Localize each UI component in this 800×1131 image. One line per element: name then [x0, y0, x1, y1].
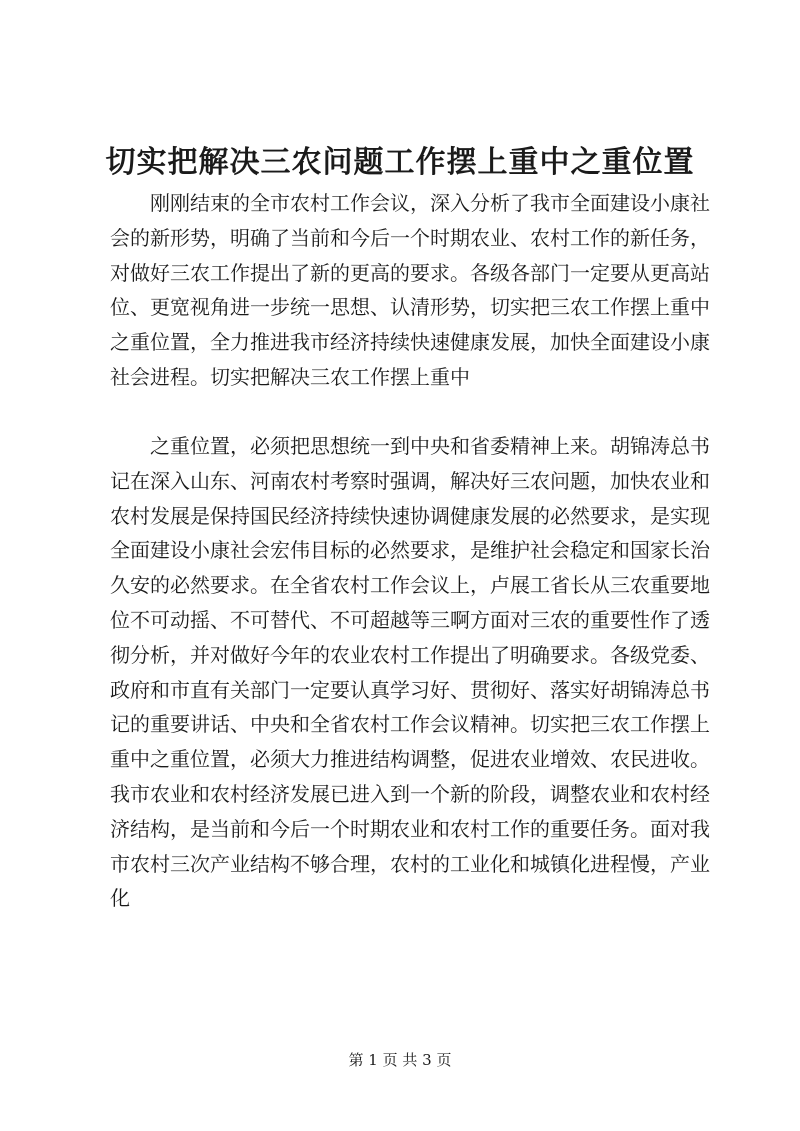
paragraph-1: 刚刚结束的全市农村工作会议，深入分析了我市全面建设小康社会的新形势，明确了当前和今后一个时期农业、农村工作的新任务，对做好三农工作提出了新的更高的要求。各级各部门一定要从更高站位、更宽视角进一步统一思想、认清形势，切实把三农工作摆上重中之重位置，全力推进我市经济持续快速健康发展，加快全面建设小康社会进程。切实把解决三农工作摆上重中	[110, 191, 710, 389]
document-title: 切实把解决三农问题工作摆上重中之重位置	[105, 145, 695, 180]
paragraph-2: 之重位置，必须把思想统一到中央和省委精神上来。胡锦涛总书记在深入山东、河南农村考察时强调，解决好三农问题，加快农业和农村发展是保持国民经济持续快速协调健康发展的必然要求，是实现全面建设小康社会宏伟目标的必然要求，是维护社会稳定和国家长治久安的必然要求。在全省农村工作会议上，卢展工省长从三农重要地位不可动摇、不可替代、不可超越等三啊方面对三农的重要性作了透彻分析，并对做好今年的农业农村工作提出了明确要求。各级党委、政府和市直有关部门一定要认真学习好、贯彻好、落实好胡锦涛总书记的重要讲话、中央和全省农村工作会议精神。切实把三农工作摆上重中之重位置，必须大力推进结构调整，促进农业增效、农民进收。我市农业和农村经济发展已进入到一个新的阶段，调整农业和农村经济结构，是当前和今后一个时期农业和农村工作的重要任务。面对我市农村三次产业结构不够合理，农村的工业化和城镇化进程慢，产业化	[110, 434, 710, 911]
page-footer: 第 1 页 共 3 页	[348, 1051, 452, 1069]
